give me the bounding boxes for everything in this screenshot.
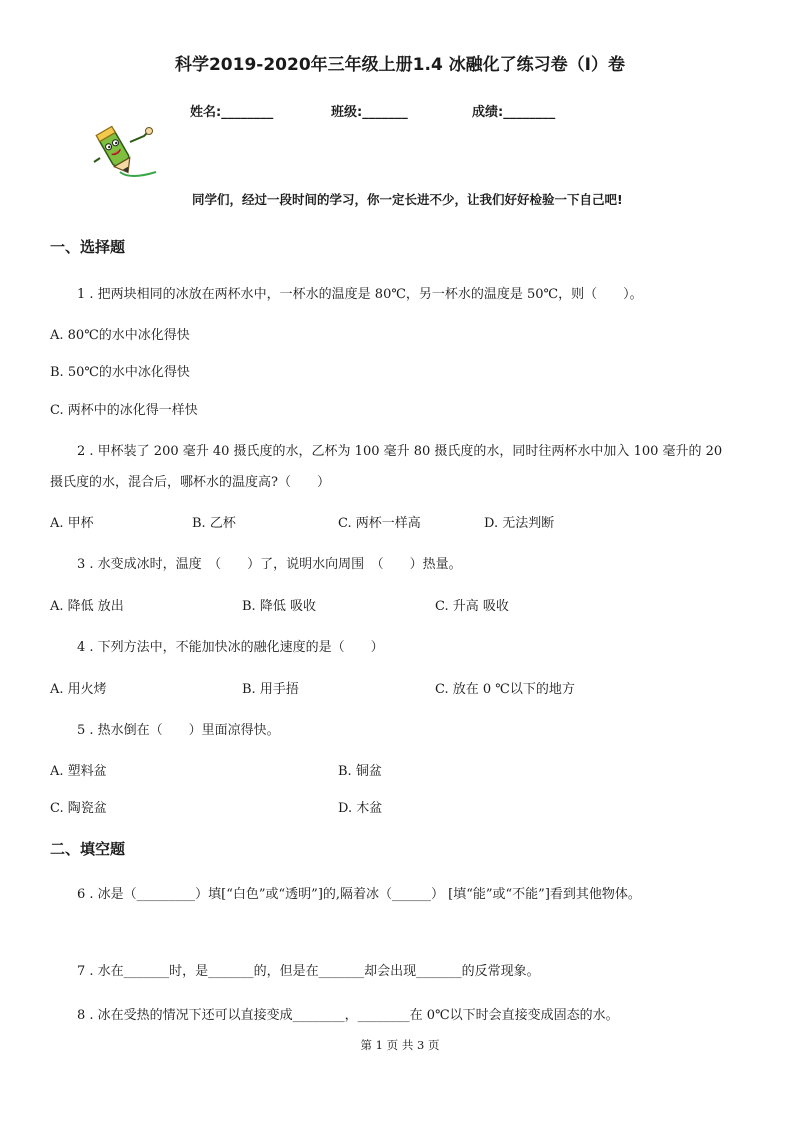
question-8: 8 . 冰在受热的情况下还可以直接变成________，________在 0℃以下时会直接变成固态的水。 xyxy=(77,1008,619,1023)
question-3-option-c: C. 升高 吸收 xyxy=(435,599,509,614)
question-3-stem: 3 . 水变成冰时，温度 （ ）了，说明水向周围 （ ）热量。 xyxy=(77,557,462,572)
question-6: 6 . 冰是（_________）填[“白色”或“透明”]的,隔着冰（______） [填“能”或“不能”]看到其他物体。 xyxy=(77,887,641,902)
question-3-option-a: A. 降低 放出 xyxy=(50,599,124,614)
question-4-option-c: C. 放在 0 ℃以下的地方 xyxy=(435,682,575,697)
question-1-option-a: A. 80℃的水中冰化得快 xyxy=(50,328,190,343)
score-field: 成绩:________ xyxy=(472,105,556,120)
question-5-option-a: A. 塑料盆 xyxy=(50,764,107,779)
question-1-stem: 1 . 把两块相同的冰放在两杯水中，一杯水的温度是 80℃，另一杯水的温度是 50℃，则（ ）。 xyxy=(77,287,643,302)
pencil-mascot-icon xyxy=(90,122,162,184)
question-1-option-c: C. 两杯中的冰化得一样快 xyxy=(50,403,198,418)
question-7: 7 . 水在_______时，是_______的，但是在_______却会出现_______的反常现象。 xyxy=(77,964,540,979)
class-field: 班级:_______ xyxy=(331,105,408,120)
question-1-option-b: B. 50℃的水中冰化得快 xyxy=(50,365,190,380)
question-5-option-c: C. 陶瓷盆 xyxy=(50,801,107,816)
question-5-stem: 5 . 热水倒在（ ）里面凉得快。 xyxy=(77,723,280,738)
question-5-option-b: B. 铜盆 xyxy=(338,764,382,779)
question-4-option-b: B. 用手捂 xyxy=(242,682,299,697)
encourage-text: 同学们，经过一段时间的学习，你一定长进不少，让我们好好检验一下自己吧! xyxy=(192,192,623,207)
section-heading-fill: 二、填空题 xyxy=(50,840,126,858)
page-footer: 第 1 页 共 3 页 xyxy=(360,1038,440,1052)
question-2-option-c: C. 两杯一样高 xyxy=(338,516,421,531)
question-2-option-a: A. 甲杯 xyxy=(50,516,94,531)
question-2-stem-line2: 摄氏度的水，混合后，哪杯水的温度高?（ ） xyxy=(50,475,330,490)
name-field: 姓名:________ xyxy=(190,105,274,120)
question-2-option-d: D. 无法判断 xyxy=(484,516,555,531)
page-title: 科学2019-2020年三年级上册1.4 冰融化了练习卷（I）卷 xyxy=(174,55,626,75)
question-4-stem: 4 . 下列方法中，不能加快冰的融化速度的是（ ） xyxy=(77,640,384,655)
question-2-option-b: B. 乙杯 xyxy=(192,516,236,531)
section-heading-choice: 一、选择题 xyxy=(50,238,126,256)
question-3-option-b: B. 降低 吸收 xyxy=(242,599,316,614)
question-5-option-d: D. 木盆 xyxy=(338,801,383,816)
question-2-stem-line1: 2 . 甲杯装了 200 毫升 40 摄氏度的水，乙杯为 100 毫升 80 摄氏度的水，同时往两杯水中加入 100 毫升的 20 xyxy=(77,444,723,459)
question-4-option-a: A. 用火烤 xyxy=(50,682,107,697)
